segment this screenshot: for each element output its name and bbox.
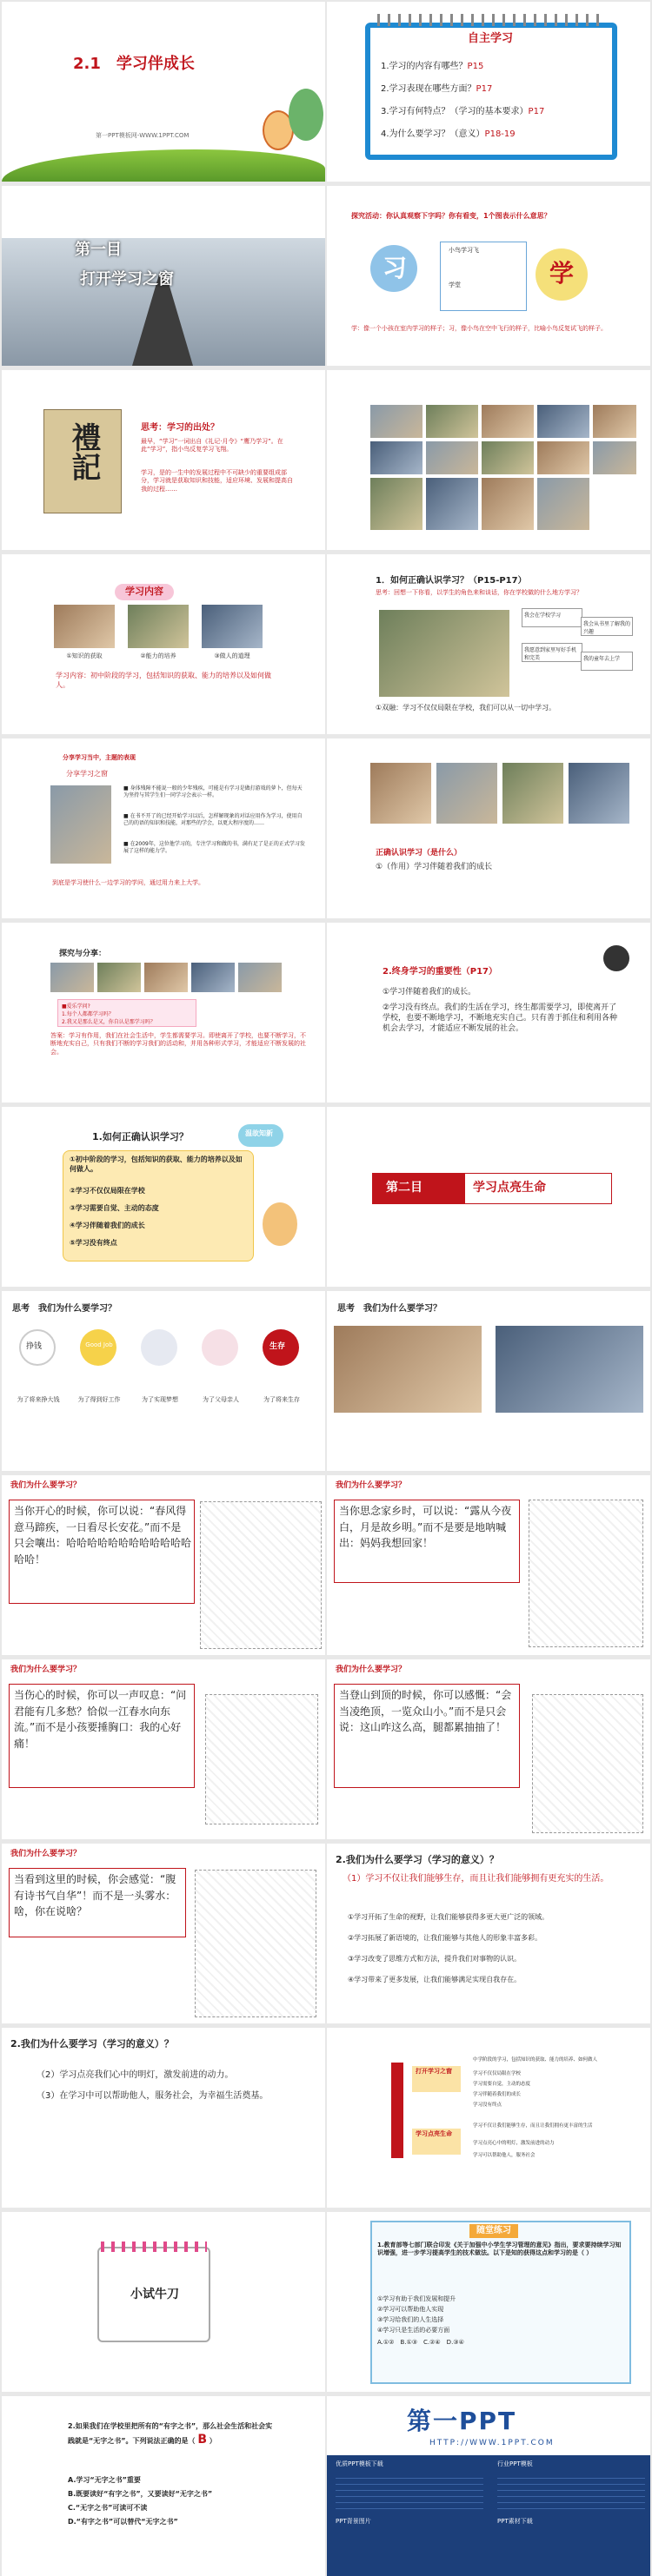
- mm-r6: 学习不仅让我们能够生存，而且让我们拥有更丰富的生活: [473, 2123, 593, 2129]
- slide-20[interactable]: [327, 1659, 650, 1839]
- family-photo-4: [191, 963, 235, 992]
- slide-3[interactable]: [2, 186, 325, 366]
- spiral-rings: [377, 14, 605, 26]
- bubble-3: 我愿意到家里写好手机和完美: [522, 643, 582, 662]
- slide-23[interactable]: [2, 2028, 325, 2208]
- slide-1-url: 第一PPT模板网-WWW.1PPT.COM: [96, 132, 190, 139]
- mindmap-root: [391, 2063, 403, 2158]
- slide-10-text: ①（作用）学习伴随着我们的成长: [376, 863, 493, 871]
- opt-2: ②学习可以帮助他人实现: [377, 2306, 444, 2313]
- slide-23-heading: 2.我们为什么要学习（学习的意义）？: [10, 2038, 174, 2050]
- mm-r3: 学习需要自觉，主动的态度: [473, 2082, 531, 2087]
- slide-26[interactable]: [327, 2212, 650, 2392]
- slide-12[interactable]: [327, 923, 650, 1103]
- bubble-1: 我会在学校学习: [522, 608, 582, 627]
- icon-goodjob-label: Good Job: [85, 1341, 113, 1348]
- slide-10-heading: 正确认识学习（是什么）: [376, 849, 462, 858]
- photo-5: [593, 405, 636, 438]
- slide-18-heading: 我们为什么要学习？: [336, 1481, 407, 1490]
- slide-9-p2: ■ 在书不开了的已经开始学习以后，怎样解现象的对话应用作为学习，使用自己的的语的知识和技能，对那些的学会，以更大程序度的……: [123, 813, 303, 827]
- soldier-photo: [496, 1326, 643, 1413]
- slide-20-heading: 我们为什么要学习？: [336, 1665, 407, 1674]
- label-school: 学堂: [449, 281, 461, 288]
- meaning-1: ①学习开拓了生命的视野，让我们能够获得多更大更广泛的领域。: [348, 1913, 549, 1921]
- review-2: ②学习不仅仅局限在学校: [70, 1187, 145, 1195]
- title-frame: [464, 1173, 612, 1204]
- content-cap-2: ②能力的培养: [140, 652, 176, 659]
- slide-15-heading: 思考 我们为什么要学习？: [12, 1304, 116, 1314]
- moon-sketch: [529, 1500, 643, 1647]
- slide-22-lead: （1）学习不仅让我们能够生存，而且让我们能够拥有更充实的生活。: [343, 1874, 609, 1884]
- growth-photo-4: [569, 763, 629, 824]
- slide-19[interactable]: [2, 1659, 325, 1839]
- slide-20-text: 当登山到顶的时候，你可以感慨：“会当凌绝顶，一览众山小。”而不是只会说：这山咋这么高，腿都累抽抽了！: [339, 1689, 512, 1734]
- opt-3: ③学习给我们的人生选择: [377, 2316, 444, 2323]
- mm-r2: 学习不仅仅局限在学校: [473, 2071, 522, 2076]
- slide-26-heading: 随堂练习: [469, 2224, 518, 2238]
- slide-21[interactable]: [2, 1844, 325, 2023]
- growth-photo-3: [502, 763, 563, 824]
- slide-9-heading: 分享学习当中，主题的表现: [63, 754, 136, 761]
- slide-9-p1: ■ 身体残障不能说一般的少年残疾，可能是有学习是做打游戏的萝卜，但每天为坚持与其学生们一同学习会表示一样。: [123, 785, 303, 799]
- col3-title[interactable]: PPT背景图片: [336, 2518, 371, 2525]
- photo-4: [537, 405, 589, 438]
- slide-1[interactable]: [2, 2, 325, 182]
- icon-money-label: 挣钱: [26, 1342, 43, 1351]
- photo-8: [482, 441, 534, 474]
- photo-14: [537, 478, 589, 530]
- mountain-sketch: [532, 1694, 643, 1833]
- slide-19-text: 当伤心的时候，你可以一声叹息：“问君能有几多愁？恰似一江春水向东流。”而不是小孩要捶胸口：我的心好痛！: [14, 1689, 187, 1750]
- ans-b: B.既要读好“有字之书”，又要读好“无字之书”: [68, 2490, 213, 2498]
- classroom-image: [379, 610, 509, 697]
- content-cap-1: ①知识的获取: [66, 652, 103, 659]
- meaning-3: ③学习改变了思维方式和方法，提升我们对事物的认识。: [348, 1955, 522, 1963]
- slide-22-heading: 2.我们为什么要学习（学习的意义）？: [336, 1854, 499, 1865]
- slide-1-title: 2.1 学习伴成长: [73, 55, 195, 73]
- photo-10: [593, 441, 636, 474]
- photo-11: [370, 478, 422, 530]
- slide-4[interactable]: [327, 186, 650, 366]
- slide-2[interactable]: [327, 2, 650, 182]
- mindmap-left-2-label: 学习点亮生命: [416, 2130, 452, 2137]
- photo-2: [426, 405, 478, 438]
- slide-8-think: 思考：回想一下你看，以学生的角色来和谈话，你在学校做的什么地方学习？: [376, 589, 582, 596]
- photo-6: [370, 441, 422, 474]
- icon-person: [202, 1329, 238, 1366]
- q1: 1.学习的内容有哪些？P15: [381, 62, 484, 71]
- slide-23-l3: （3）在学习中可以帮助他人，服务社会，为幸福生活奠基。: [37, 2091, 269, 2101]
- content-cap-3: ③做人的道理: [214, 652, 250, 659]
- slide-5-text2: 学习，是的一生中的发展过程中不可缺少的重要组成部分，学习就是获取知识和技能，适应环境、发展和提高自我的过程……: [141, 469, 293, 493]
- q3: 3.学习有何特点？（学习的基本要求）P17: [381, 107, 545, 116]
- photo-1: [370, 405, 422, 438]
- slide-11-text: 答案：学习有作用，我们在社会生活中，学生都需要学习。即使离开了学校，也要不断学习，不断地充实自己，只有我们不断的学习我们的活动和，并用各种形式学习，才能适应不断发展的社会。: [50, 1032, 306, 1056]
- slide-5-heading: 思考：学习的出处？: [141, 423, 219, 433]
- label-bird: 小鸟学习飞: [449, 247, 479, 254]
- bubble-4: 我的童年去上学: [581, 652, 633, 671]
- link-list-2: [497, 2473, 645, 2513]
- reason-2: 为了得到好工作: [77, 1396, 121, 1403]
- mindmap-left-1-label: 打开学习之窗: [416, 2068, 452, 2075]
- opt-4: ④学习只是生活的必要方面: [377, 2327, 450, 2334]
- mm-r5: 学习没有终点: [473, 2103, 502, 2108]
- content-img-1: [54, 605, 115, 648]
- slide-12-l2: ②学习没有终点。我们的生活在学习，终生都需要学习，即使离开了学校，也要不断地学习，不断地充实自己。只有善于抓住和利用各种机会去学习，才能适应不断发展的社会。: [383, 1003, 618, 1034]
- slide-17-text: 当你开心的时候，你可以说：“春风得意马蹄疾，一日看尽长安花。”而不是只会嚷出：哈哈哈哈哈哈哈哈哈哈哈哈哈哈！: [14, 1505, 192, 1566]
- family-photo-1: [50, 963, 94, 992]
- opt-1: ①学习有助于我们发展和提升: [377, 2295, 456, 2302]
- student-photo: [50, 785, 111, 864]
- mm-r1: 中学阶段的学习，包括知识的获取、能力的培养、如何做人: [473, 2057, 598, 2063]
- photo-13: [482, 478, 534, 530]
- grass-decoration: [2, 149, 325, 182]
- poet-sketch: [205, 1694, 318, 1824]
- meaning-2: ②学习拓展了新语境的，让我们能够与其他人的形象丰富多彩。: [348, 1934, 542, 1942]
- review-4: ④学习伴随着我们的成长: [70, 1222, 145, 1229]
- slide-24[interactable]: [327, 2028, 650, 2208]
- slide-26-q: 1.教育部等七部门联合印发《关于加强中小学生学习管理的意见》指出，要求要持续学习知识增强，进一步学习提高学生的技术做法。以下是知的获得这点和学习的是（ ）: [377, 2242, 622, 2257]
- slide-16-heading: 思考 我们为什么要学习？: [337, 1304, 442, 1314]
- slide-23-l2: （2）学习点亮我们心中的明灯，激发前进的动力。: [37, 2070, 234, 2080]
- slide-5-text1: 最早，“学习”一词出自《礼记·月令》“鹰乃学习”。在此“学习”，指小鸟反复学习飞翔。: [141, 438, 283, 454]
- question-box: [57, 999, 196, 1027]
- content-img-2: [128, 605, 189, 648]
- slide-10[interactable]: [327, 738, 650, 918]
- scroll-sketch: [195, 1870, 316, 2017]
- mm-r8: 学习可以帮助他人，服务社会: [473, 2153, 536, 2158]
- slide-25-title: 小试牛刀: [130, 2288, 179, 2301]
- icon-survive-label: 生存: [269, 1342, 286, 1351]
- q-2: 2.我又是那么是又，你自认是那学习吗？: [62, 1019, 156, 1025]
- photo-12: [426, 478, 478, 530]
- mm-r4: 学习伴随着我们的成长: [473, 2092, 522, 2097]
- ans-c: C.“无字之书”可读可不读: [68, 2504, 148, 2512]
- mm-r7: 学习点亮心中的明灯，激发前进的动力: [473, 2141, 555, 2146]
- poet-sketch: [200, 1501, 322, 1649]
- family-photo-3: [144, 963, 188, 992]
- calendar-rings: [101, 2242, 207, 2252]
- growth-photo-1: [370, 763, 431, 824]
- family-photo-5: [238, 963, 282, 992]
- icon-family: [141, 1329, 177, 1366]
- slide-21-heading: 我们为什么要学习？: [10, 1850, 82, 1858]
- slide-8-summary: ①双融：学习不仅仅局限在学校，我们可以从一切中学习。: [376, 704, 556, 712]
- slide-25[interactable]: [2, 2212, 325, 2392]
- slide-17[interactable]: [2, 1475, 325, 1655]
- meaning-4: ④学习带来了更多发展，让我们能够满足实现自我存在。: [348, 1976, 522, 1983]
- slide-13[interactable]: [2, 1107, 325, 1287]
- ans-d: D.“有字之书”可以替代“无字之书”: [68, 2518, 178, 2526]
- slide-7[interactable]: [2, 554, 325, 734]
- reason-3: 为了实现梦想: [142, 1396, 178, 1403]
- slide-5[interactable]: [2, 370, 325, 550]
- slide-28[interactable]: [327, 2396, 650, 2576]
- slide-11-heading: 探究与分享：: [59, 950, 107, 958]
- slide-3-title: 打开学习之窗: [80, 270, 174, 288]
- ans-a: A.学习“无字之书”重要: [68, 2476, 141, 2484]
- work-photo: [334, 1326, 482, 1413]
- slide-26-choices: A.①② B.①③ C.②④ D.③④: [377, 2339, 464, 2346]
- reason-5: 为了将来生存: [263, 1396, 300, 1403]
- content-img-3: [202, 605, 263, 648]
- q4: 4.为什么要学习？（意义）P18-19: [381, 129, 516, 139]
- slide-8[interactable]: [327, 554, 650, 734]
- slide-6[interactable]: [327, 370, 650, 550]
- xi-char: 习: [383, 254, 408, 282]
- slide-19-heading: 我们为什么要学习？: [10, 1665, 82, 1674]
- slide-9[interactable]: [2, 738, 325, 918]
- slide-4-caption: 学：像一个小孩在室内学习的样子；习，像小鸟在空中飞行的样子，比喻小鸟反复试飞的样子。: [351, 325, 607, 332]
- col2-title[interactable]: 行业PPT模板: [497, 2460, 533, 2467]
- slide-8-heading: 1．如何正确认识学习？（P15-P17）: [376, 576, 527, 586]
- growth-photo-2: [436, 763, 497, 824]
- review-5: ⑤学习没有终点: [70, 1239, 117, 1247]
- review-1: ①初中阶段的学习，包括知识的获取、能力的培养以及如何做人。: [70, 1156, 243, 1173]
- slide-12-heading: 2.终身学习的重要性（P17）: [383, 967, 498, 977]
- graduate-icon: [603, 945, 629, 971]
- q-share: ■爱乐学问?: [62, 1003, 90, 1010]
- slide-14-title: 学习点亮生命: [473, 1181, 546, 1195]
- slide-21-text: 当看到这里的时候，你会感觉：“腹有诗书气自华”！而不是一头雾水：啥，你在说啥？: [14, 1873, 176, 1918]
- slide-11[interactable]: [2, 923, 325, 1103]
- link-list-1: [336, 2473, 483, 2513]
- col4-title[interactable]: PPT素材下载: [497, 2518, 533, 2525]
- brand-url: HTTP://WWW.1PPT.COM: [429, 2439, 555, 2447]
- answer-mark: B: [197, 2432, 207, 2447]
- bubble-2: 我会从书里了解我的兴趣: [581, 617, 633, 636]
- q2: 2.学习表现在哪些方面？P17: [381, 84, 493, 94]
- brand-logo: 第一PPT: [407, 2407, 517, 2435]
- reason-1: 为了将来挣大钱: [17, 1396, 60, 1403]
- xue-char: 学: [549, 259, 575, 288]
- col1-title[interactable]: 优质PPT模板下载: [336, 2460, 383, 2467]
- review-3: ③学习需要自觉、主动的态度: [70, 1204, 159, 1212]
- slide-22[interactable]: [327, 1844, 650, 2023]
- q-1: 1.每个人都都学习吗？: [62, 1011, 114, 1017]
- slide-12-l1: ①学习伴随着我们的成长。: [383, 988, 476, 997]
- slide-14-chapter: 第二目: [386, 1181, 422, 1195]
- tree-decoration: [289, 89, 323, 141]
- reason-4: 为了父母亲人: [203, 1396, 239, 1403]
- slide-27-q: 2.如果我们在学校里把所有的“有字之书”，那么社会生活和社会实践就是“无字之书”。下列说法正确的是（ B ）: [68, 2422, 273, 2447]
- photo-9: [537, 441, 589, 474]
- family-photo-2: [97, 963, 141, 992]
- slide-9-sub: 分享学习之窗: [66, 770, 108, 778]
- slide-4-question: 探究活动：你认真观察下字吗？你有看变，1个图表示什么意思？: [351, 212, 551, 220]
- book-chars: 禮記: [65, 422, 101, 481]
- slide-3-chapter: 第一目: [75, 241, 122, 259]
- slide-2-title: 自主学习: [468, 32, 514, 45]
- slide-17-heading: 我们为什么要学习？: [10, 1481, 82, 1490]
- badge-text: 温故知新: [245, 1129, 273, 1137]
- cartoon-icon: [263, 1202, 297, 1246]
- slide-13-heading: 1.如何正确认识学习？: [92, 1131, 189, 1142]
- slide-18[interactable]: [327, 1475, 650, 1655]
- slide-7-text: 学习内容：初中阶段的学习，包括知识的获取、能力的培养以及如何做人。: [56, 672, 271, 689]
- slide-14[interactable]: [327, 1107, 650, 1287]
- slide-27[interactable]: [2, 2396, 325, 2576]
- slide-18-text: 当你思念家乡时，可以说：“露从今夜白，月是故乡明。”而不是要是地呐喊出：妈妈我想回家！: [339, 1505, 512, 1550]
- slide-16[interactable]: [327, 1291, 650, 1471]
- slide-7-heading: 学习内容: [115, 584, 174, 600]
- slide-9-p3: ■ 在2009年，这位他学习的，专注学习和做的书，满有足了是正的正式学习发展了这样的能力学。: [123, 841, 305, 855]
- slide-9-footer: 到底是学习使什么一边学习的学问，通过用力来上大学。: [52, 879, 204, 886]
- photo-7: [426, 441, 478, 474]
- slide-15[interactable]: [2, 1291, 325, 1471]
- photo-3: [482, 405, 534, 438]
